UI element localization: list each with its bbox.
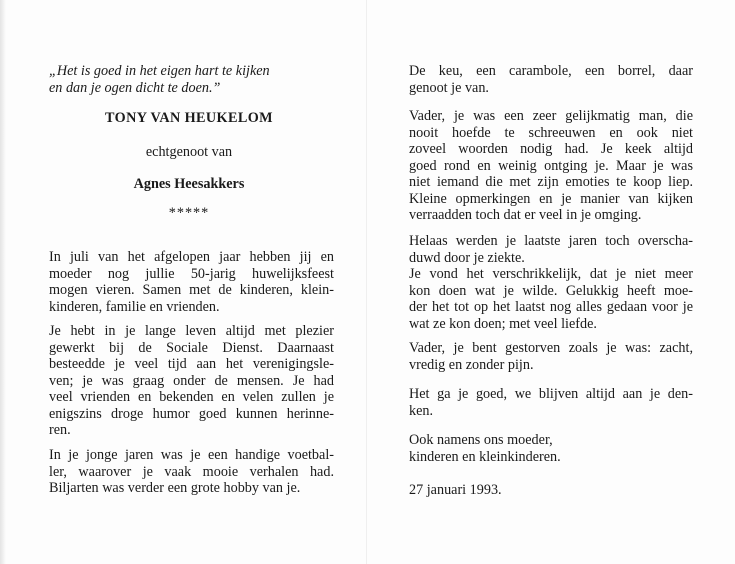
- center-fold: [366, 0, 367, 564]
- text-line: gewerkt bij de Sociale Dienst. Daarnaast: [49, 339, 334, 356]
- spouse-label: echtgenoot van: [145, 144, 233, 160]
- paragraph-family: [409, 432, 693, 465]
- paragraph-anniversary: [49, 249, 334, 315]
- text-line: verraadden toch dat er veel in je omging.: [409, 207, 642, 223]
- text-line: zoveel woorden nodig had. Je keek altijd: [409, 141, 693, 157]
- paragraph-career: [49, 323, 334, 439]
- text-line: Ook namens ons moeder,: [409, 432, 553, 448]
- separator-stars: *****: [168, 205, 210, 221]
- text-line: ken.: [409, 402, 434, 419]
- death-date: 27 januari 1993.: [409, 482, 502, 498]
- deceased-name: TONY VAN HEUKELOM: [105, 110, 273, 126]
- text-line: kinderen, familie en vrienden.: [49, 298, 220, 315]
- text-line: veel vrienden en bekenden en velen zullen je: [49, 389, 334, 405]
- text-line: Het ga je goed, we blijven altijd aan je den-: [409, 386, 693, 402]
- card-edge-shadow: [0, 0, 6, 564]
- text-line: enigszins droge humor goed kunnen herinne-: [49, 405, 334, 422]
- text-line: nooit hoefde te schreeuwen en ook niet: [409, 124, 693, 141]
- text-line: niet iemand die met zijn emoties te koop liep.: [409, 174, 693, 190]
- text-line: wat ze kon doen; met veel liefde.: [409, 315, 597, 332]
- text-line: In je jonge jaren was je een handige voetbal-: [49, 447, 334, 463]
- text-line: vredig en zonder pijn.: [409, 356, 534, 373]
- paragraph-illness: [409, 233, 693, 332]
- text-line: der het tot op het laatst nog alles gedaan voor je: [409, 299, 693, 315]
- opening-quote: [49, 63, 270, 96]
- text-line: duwd door je ziekte.: [409, 249, 525, 266]
- text-line: goed rond en weinig ontging je. Maar je was: [409, 157, 693, 174]
- text-line: mogen vieren. Samen met de kinderen, klein-: [49, 282, 334, 298]
- quote-line: en dan je ogen dicht te doen.”: [49, 79, 221, 96]
- text-line: De keu, een carambole, een borrel, daar: [409, 63, 693, 79]
- text-line: ler, waarover je vaak mooie verhalen had.: [49, 463, 334, 480]
- text-line: moeder nog jullie 50-jarig huwelijksfeest: [49, 265, 334, 282]
- paragraph-character: [409, 108, 693, 224]
- text-line: ren.: [49, 422, 71, 438]
- paragraph-hobbies: [49, 447, 334, 497]
- text-line: Vader, je was een zeer gelijkmatig man, die: [409, 108, 693, 124]
- text-line: kinderen en kleinkinderen.: [409, 448, 561, 465]
- paragraph-farewell: [409, 386, 693, 419]
- paragraph-passing: [409, 340, 693, 373]
- text-line: genoot je van.: [409, 79, 489, 96]
- text-line: Je vond het verschrikkelijk, dat je niet meer: [409, 266, 693, 282]
- quote-line: „Het is goed in het eigen hart te kijken: [49, 63, 270, 79]
- text-line: kon doen wat je wilde. Gelukkig heeft moe-: [409, 282, 693, 299]
- paragraph-billiards: [409, 63, 693, 96]
- text-line: Vader, je bent gestorven zoals je was: zacht,: [409, 340, 693, 356]
- text-line: In juli van het afgelopen jaar hebben jij en: [49, 249, 334, 265]
- text-line: Je hebt in je lange leven altijd met plezier: [49, 323, 334, 339]
- text-line: Biljarten was verder een grote hobby van je.: [49, 480, 301, 496]
- text-line: Helaas werden je laatste jaren toch overscha-: [409, 233, 693, 249]
- text-line: besteedde je veel tijd aan het verenigingsle-: [49, 356, 334, 372]
- spouse-name: Agnes Heesakkers: [133, 176, 245, 192]
- text-line: Kleine opmerkingen en je manier van kijken: [409, 190, 693, 207]
- date-line: [409, 482, 693, 499]
- text-line: ven; je was graag onder de mensen. Je had: [49, 372, 334, 389]
